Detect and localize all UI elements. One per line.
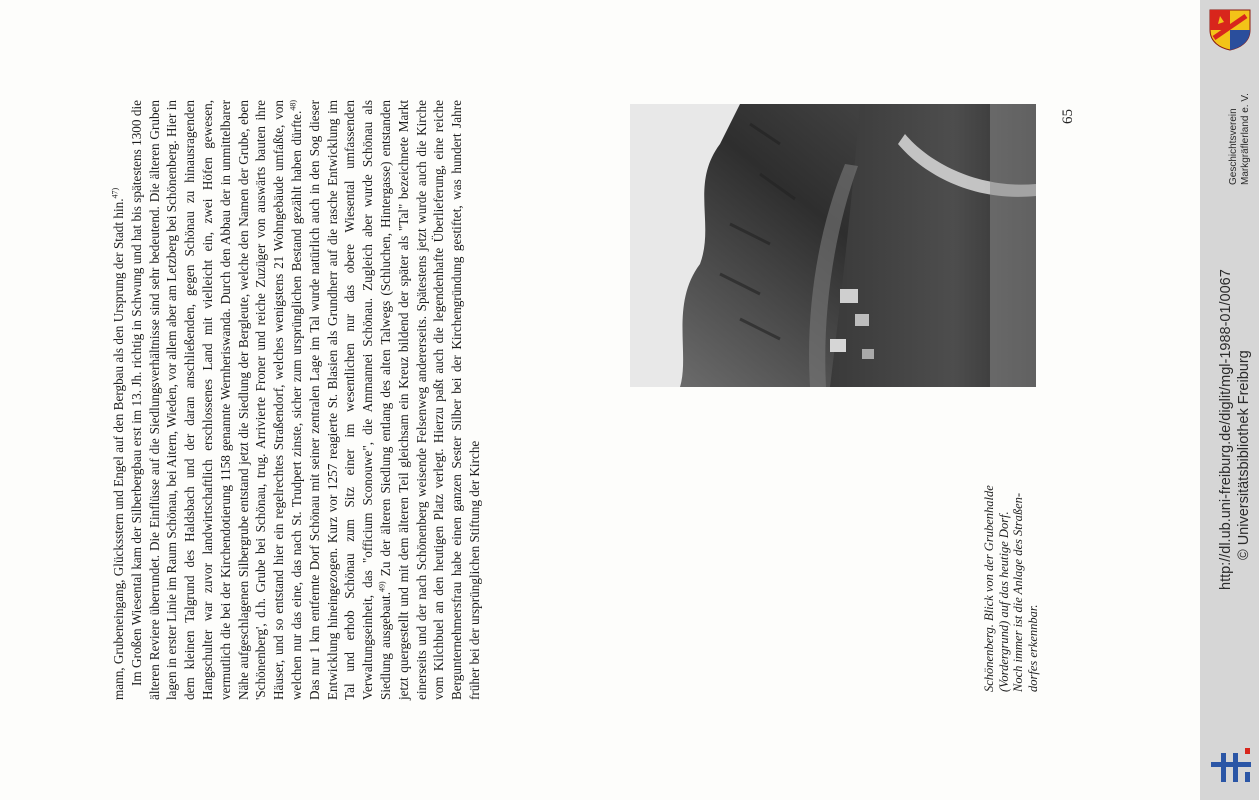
caption-line: Schönenberg. Blick von der Grubenhalde: [982, 485, 996, 692]
photo-caption: [982, 432, 1046, 692]
photo-image: [630, 104, 1036, 387]
village-photograph: [630, 104, 1036, 387]
society-name: Geschichtsverein Markgräflerland e. V.: [1228, 93, 1251, 185]
document-url-link[interactable]: http://dl.ub.uni-freiburg.de/diglit/mgl-1988-01/0067: [1218, 269, 1234, 590]
page-number: 65: [1060, 109, 1076, 124]
university-library-logo-icon: [1211, 748, 1253, 782]
caption-line: (Vordergrund) auf das heutige Dorf.: [996, 511, 1011, 692]
paragraph-2: Im Großen Wiesental kam der Silberbergbau erst im 13. Jh. richtig in Schwung und hat bis spätestens 1300 die älteren Reviere überrundet. Die Einflüsse auf die Siedlungsverhältnisse sind sehr bedeutend. Die älteren Gruben lagen in erster Linie im Raum Schönau, bei Aitern, Wieden, vor allem aber am Letzberg bei Schönenberg. Hier in dem kleinen Talgrund des Haldsbach und der daran anschließenden, gegen Schönau zu hinausragenden Hangschulter war zuvor landwirtschaftlich erschlossenes Land mit vielleicht ein, zwei Höfen gewesen, vermutlich die bei der Kirchendotierung 1158 genannte Wernheriswanda. Durch den Abbau der in unmittelbarer Nähe aufgeschlagenen Silbergrube entstand jetzt die Siedlung der Bergleute, welche den Namen der Grube, eben 'Schönenberg', d.h. Grube bei Schönau, trug. Arrivierte Froner und reiche Zuzüger von auswärts bauten ihre Häuser, und so entstand hier ein regelrechtes Straßendorf, welches wenigstens 21 Wohngebäude umfaßte, von welchen nur das eine, das nach St. Trudpert zinste, sicher zum ursprünglichen Bestand gezählt haben dürfte.$^{48)}$ Das nur 1 km entfernte Dorf Schönau mit seiner zentralen Lage im Tal wurde natürlich auch in den Sog dieser Entwicklung hineingezogen. Kurz vor 1257 reagierte St. Blasien als Grundherr auf die rasche Entwicklung im Tal und erhob Schönau zum Sitz einer im wesentlichen nur das obere Wiesental umfassenden Verwaltungseinheit, das "officium Sconouwe", die Ammannei Schönau. Zugleich aber wurde Schönau als Siedlung ausgebaut.$^{49)}$ Zu der älteren Siedlung entlang des alten Talwegs (Schluchen, Hintergasse) entstanden jetzt quergestellt und mit dem älteren Teil gleichsam ein Kreuz bildend der später als "Tal" bezeichnete Markt einerseits und der nach Schönenberg weisende Felsenweg andererseits. Spätestens jetzt wurde auch die Kirche vom Kilchbuel an den heutigen Platz verlegt. Hierzu paßt auch die legendenhafte Überlieferung, eine reiche Bergunternehmersfrau habe einen ganzen Sester Silber bei der Kirchengründung gestiftet, was hundert Jahre früher bei der ursprünglichen Stiftung der Kirche: [128, 99, 482, 700]
paragraph-1: mann, Grubeneingang, Glücksstern und Engel auf den Bergbau als den Ursprung der Stadt hin.$^{47)}$: [110, 187, 126, 700]
footnote-47: 47): [110, 187, 120, 199]
caption-line: Noch immer ist die Anlage des Straßen-: [1011, 492, 1025, 692]
copyright-notice: © Universitätsbibliothek Freiburg: [1236, 350, 1252, 560]
society-crest-icon: [1206, 8, 1254, 52]
caption-line: dorfes erkennbar.: [1025, 604, 1040, 692]
footnote-49: 49): [377, 581, 387, 592]
body-text: [110, 100, 625, 700]
footnote-48: 48): [288, 100, 298, 111]
